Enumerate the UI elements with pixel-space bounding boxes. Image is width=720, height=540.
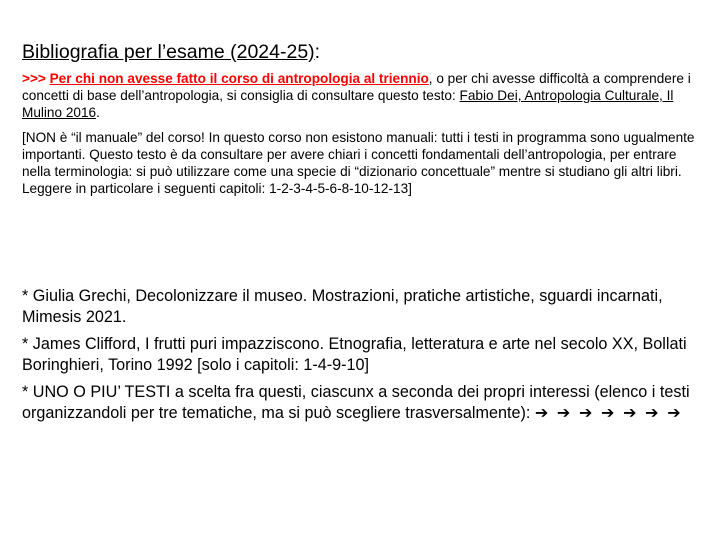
slide-title (22, 40, 702, 64)
bibliography-list (22, 286, 712, 430)
intro-text-end: . (96, 105, 100, 120)
intro-paragraph (22, 70, 702, 121)
slide-title-text: Bibliografia per l’esame (2024-25) (22, 41, 315, 63)
intro-prefix: >>> (22, 71, 50, 86)
bibliography-item-grechi: * Giulia Grechi, Decolonizzare il museo. Mostrazioni, pratiche artistiche, sguardi incarnati, Mimesis 2021. (22, 287, 663, 326)
bibliography-item-clifford: * James Clifford, I frutti puri impazziscono. Etnografia, letteratura e arte nel secolo XX, Bollati Boringhieri, Torino 1992 [solo i capitoli: 1-4-9-10] (22, 335, 687, 374)
arrow-right-icons: ➔ ➔ ➔ ➔ ➔ ➔ ➔ (534, 404, 683, 422)
slide-content (22, 40, 702, 197)
intro-highlight-link[interactable]: Per chi non avesse fatto il corso di antropologia al triennio (49, 71, 429, 86)
bibliography-item-choice (22, 382, 712, 424)
intro-book-link[interactable]: Fabio Dei, Antropologia Culturale, Il Mulino 2016 (22, 88, 674, 120)
intro-text: , o per chi avesse difficoltà a comprendere i concetti di base dell’antropologia, si consiglia di consultare questo testo: (22, 71, 691, 103)
manual-note: [NON è “il manuale” del corso! In questo corso non esistono manuali: tutti i testi in programma sono ugualmente importanti. Questo testo è da consultare per avere chiari i concetti fondamentali dell’antropologia, per entrare nella terminologia: si può utilizzare come una specie di “dizionario concettuale” mentre si studiano gli altri libri. Leggere in particolare i seguenti capitoli: 1-2-3-4-5-6-8-10-12-13] (22, 130, 695, 196)
bibliography-choice-text: * UNO O PIU’ TESTI a scelta fra questi, ciascunx a seconda dei propri interessi (elenco i testi organizzandoli per tre tematiche, ma si può scegliere trasversalmente): (22, 383, 690, 422)
slide-title-suffix: : (314, 41, 321, 63)
